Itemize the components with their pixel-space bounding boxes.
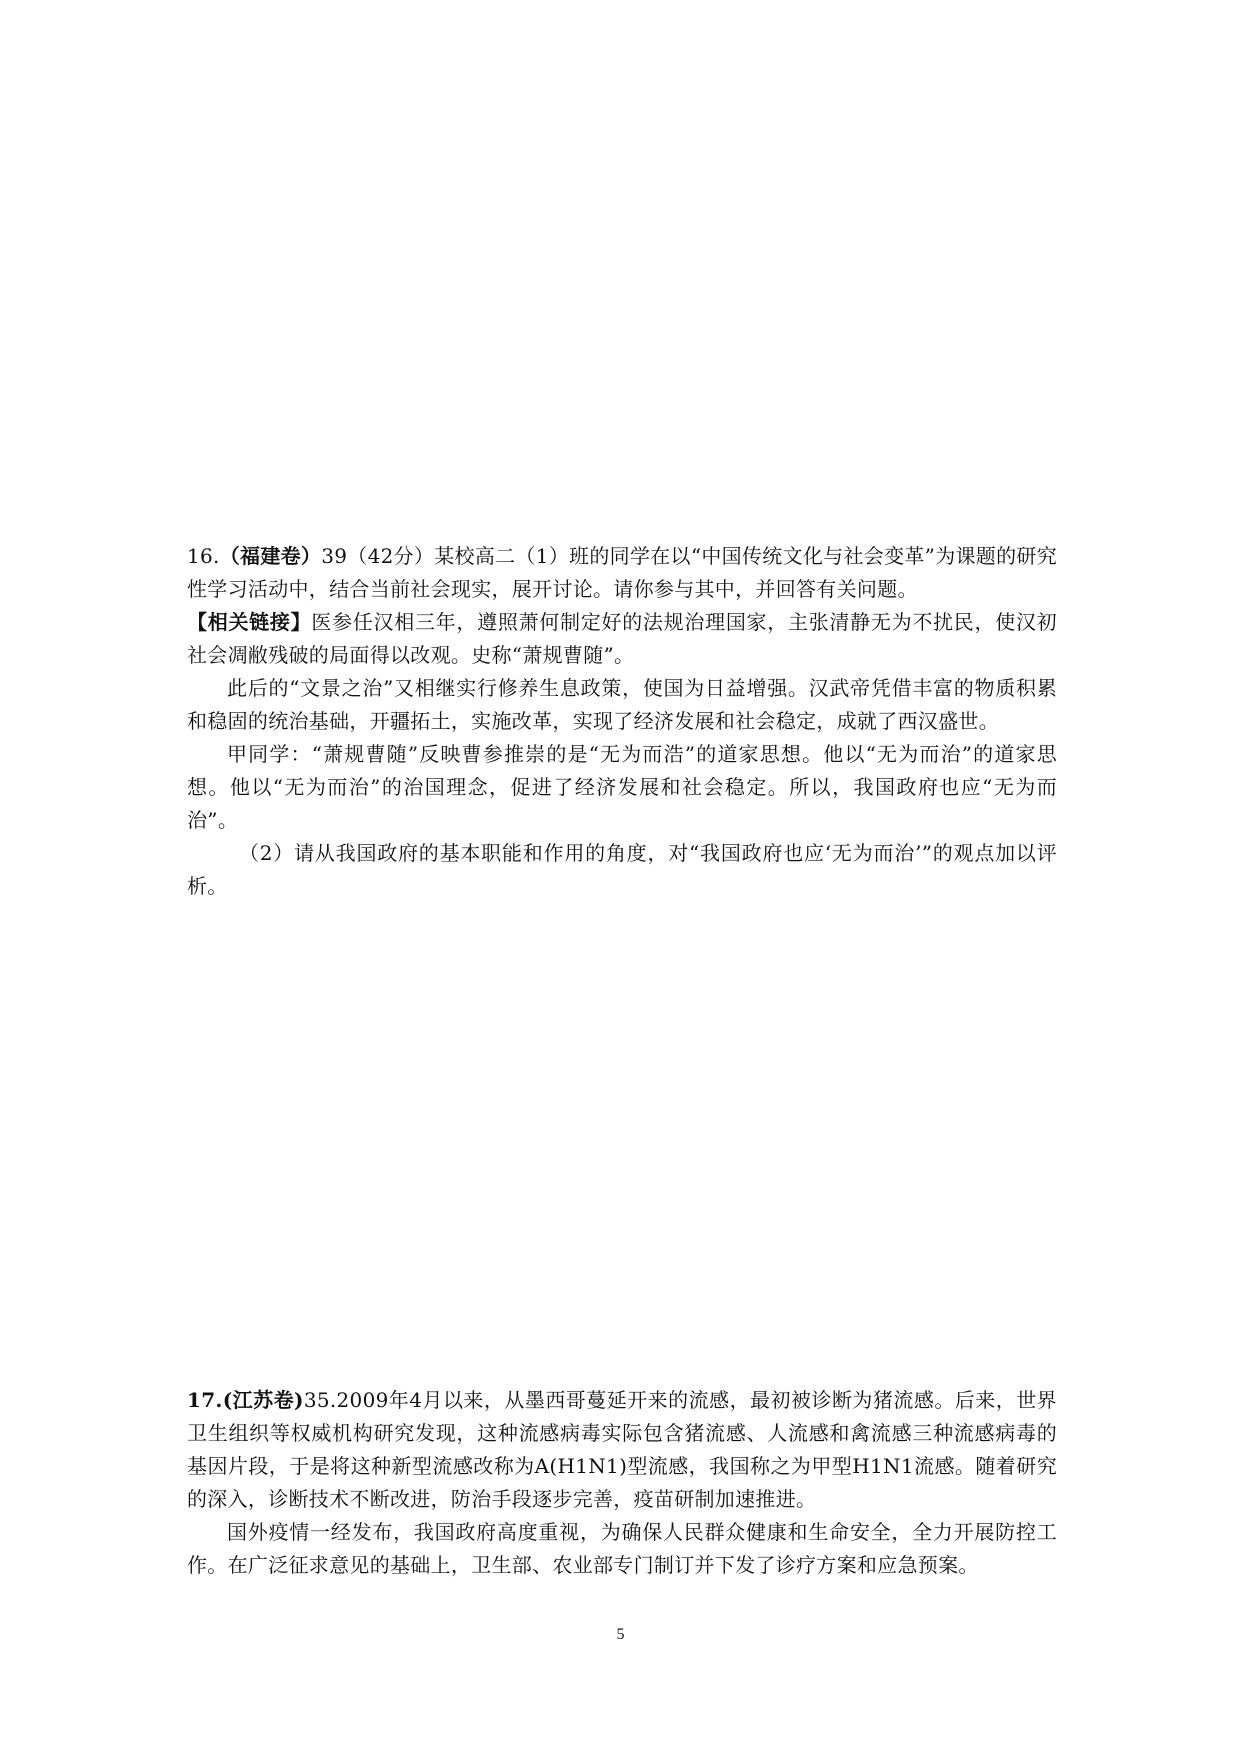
question-17-paragraph-2: 国外疫情一经发布，我国政府高度重视，为确保人民群众健康和生命安全，全力开展防控工作。在广泛征求意见的基础上，卫生部、农业部专门制订并下发了诊疗方案和应急预案。 [187, 1520, 1057, 1577]
question-17-number: 17. [187, 1388, 223, 1412]
question-16-stem [187, 540, 1057, 606]
page-number: 5 [616, 1626, 625, 1643]
question-17-paragraph-1 [187, 1384, 1057, 1516]
related-link-text: 医参任汉相三年，遵照萧何制定好的法规治理国家，主张清静无为不扰民，使汉初社会凋敝残破的局面得以改观。史称“萧规曹随”。 [187, 610, 1057, 667]
related-link-label: 【相关链接】 [187, 610, 312, 634]
related-link-paragraph [187, 606, 1057, 672]
question-16-number: 16. [187, 544, 220, 568]
question-16-paragraph-2: 此后的“文景之治”又相继实行修养生息政策，使国为日益增强。汉武帝凭借丰富的物质积累和稳固的统治基础，开疆拓土，实施改革，实现了经济发展和社会稳定，成就了西汉盛世。 [187, 676, 1057, 733]
question-17-paragraph-1-text: 35.2009年4月以来，从墨西哥蔓延开来的流感，最初被诊断为猪流感。后来，世界卫生组织等权威机构研究发现，这种流感病毒实际包含猪流感、人流感和禽流感三种流感病毒的基因片段，于是将这种新型流感改称为A(H1N1)型流感，我国称之为甲型H1N1流感。随着研究的深入，诊断技术不断改进，防治手段逐步完善，疫苗研制加速推进。 [187, 1388, 1057, 1511]
question-17-source: (江苏卷) [222, 1388, 304, 1412]
question-16-stem-text: 39（42分）某校高二（1）班的同学在以“中国传统文化与社会变革”为课题的研究性学习活动中，结合当前社会现实，展开讨论。请你参与其中，并回答有关问题。 [187, 544, 1057, 601]
question-16-subquestion-2: （2）请从我国政府的基本职能和作用的角度，对“我国政府也应‘无为而治’”的观点加以评析。 [187, 841, 1057, 898]
question-17 [187, 1384, 1057, 1582]
question-16-paragraph-3: 甲同学：“萧规曹随”反映曹参推崇的是“无为而浩”的道家思想。他以“无为而治”的道家思想。他以“无为而治”的治国理念，促进了经济发展和社会稳定。所以，我国政府也应“无为而治”。 [187, 742, 1057, 832]
question-16-source: （福建卷） [219, 544, 322, 568]
question-16 [187, 540, 1057, 903]
